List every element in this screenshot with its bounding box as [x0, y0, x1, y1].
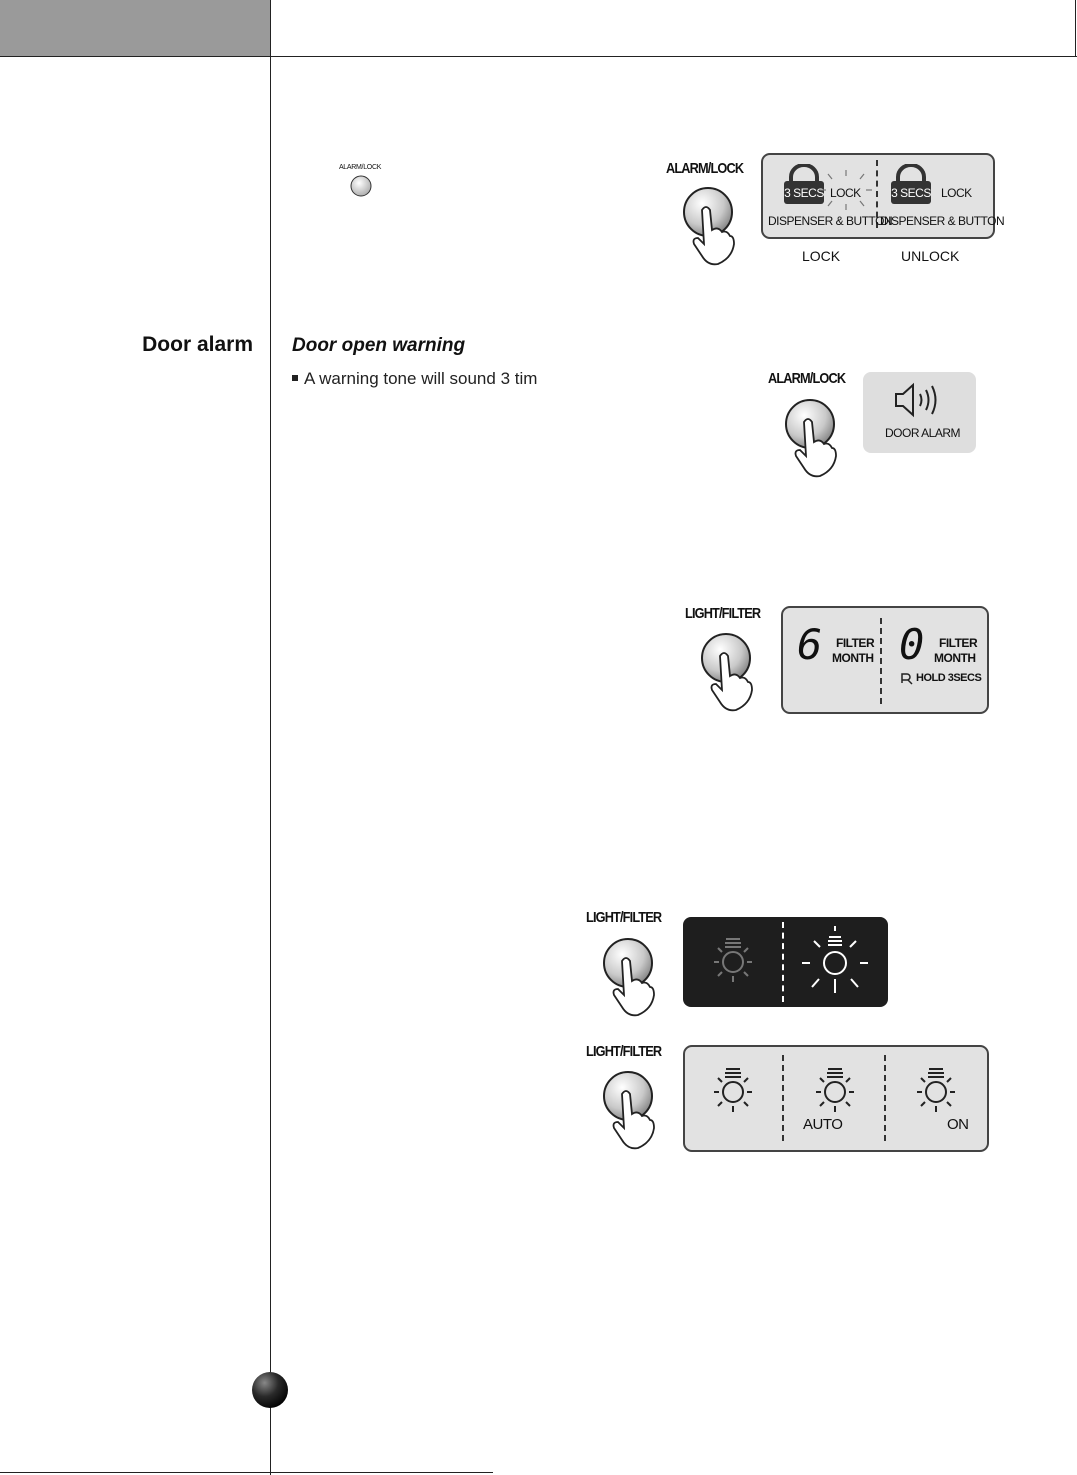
light-bulb-on-icon	[800, 925, 870, 995]
light-filter-button-press-icon[interactable]	[694, 628, 764, 722]
light-bulb-icon	[913, 1062, 959, 1114]
mode-on-label: ON	[947, 1116, 969, 1133]
reset-icon	[899, 671, 915, 685]
filter-months-digit: 0	[899, 620, 925, 669]
state-unlock-caption: UNLOCK	[901, 248, 960, 264]
door-alarm-label: DOOR ALARM	[885, 426, 961, 440]
bullet-text: A warning tone will sound 3 tim	[304, 369, 538, 388]
section-heading: Door alarm	[142, 333, 253, 356]
light-filter-button-press-icon[interactable]	[596, 933, 666, 1027]
dispenser-caption: DISPENSER & BUTTON	[768, 214, 893, 228]
bullet-item	[292, 369, 537, 389]
light-filter-button-label: LIGHT/FILTER	[586, 909, 662, 926]
alarm-lock-button-label: ALARM/LOCK	[666, 160, 744, 177]
light-filter-button-label: LIGHT/FILTER	[685, 605, 761, 622]
header-rule	[0, 56, 1077, 57]
margin-rule	[270, 0, 271, 1475]
alarm-lock-button-press-icon[interactable]	[778, 394, 848, 488]
hold-label: HOLD 3SECS	[916, 672, 982, 684]
lock-text: LOCK	[941, 186, 972, 200]
bullet-square-icon	[292, 375, 298, 381]
mode-auto-label: AUTO	[803, 1116, 843, 1133]
dispenser-caption: DISPENSER & BUTTON	[880, 214, 1005, 228]
subheading: Door open warning	[292, 335, 466, 356]
alarm-lock-button-label: ALARM/LOCK	[768, 370, 846, 387]
speaker-icon	[893, 382, 945, 418]
filter-label: FILTER	[939, 636, 978, 650]
footer-rule	[0, 1472, 493, 1473]
header-tab	[0, 0, 270, 56]
light-filter-button-label: LIGHT/FILTER	[586, 1043, 662, 1060]
month-label: MONTH	[934, 651, 976, 665]
state-lock-caption: LOCK	[802, 248, 841, 264]
panel-divider	[782, 922, 784, 1002]
filter-months-digit: 6	[797, 620, 823, 669]
page-marker-dot	[252, 1372, 288, 1408]
lock-text: LOCK	[830, 186, 861, 200]
light-filter-button-press-icon[interactable]	[596, 1066, 666, 1160]
small-alarm-lock-button-icon	[349, 175, 373, 199]
small-button-label: ALARM/LOCK	[338, 164, 382, 171]
panel-divider	[880, 618, 882, 704]
lock-badge-text: 3 SECS	[784, 186, 824, 200]
alarm-lock-button-press-icon[interactable]	[676, 182, 746, 276]
light-bulb-icon	[812, 1062, 858, 1114]
header-right-rule	[1075, 0, 1076, 57]
light-bulb-icon	[710, 1062, 756, 1114]
filter-label: FILTER	[836, 636, 875, 650]
month-label: MONTH	[832, 651, 874, 665]
panel-divider	[884, 1055, 886, 1141]
blink-rays-icon	[818, 168, 874, 212]
light-bulb-off-icon	[710, 932, 756, 984]
panel-divider	[782, 1055, 784, 1141]
lock-badge-text: 3 SECS	[891, 186, 931, 200]
